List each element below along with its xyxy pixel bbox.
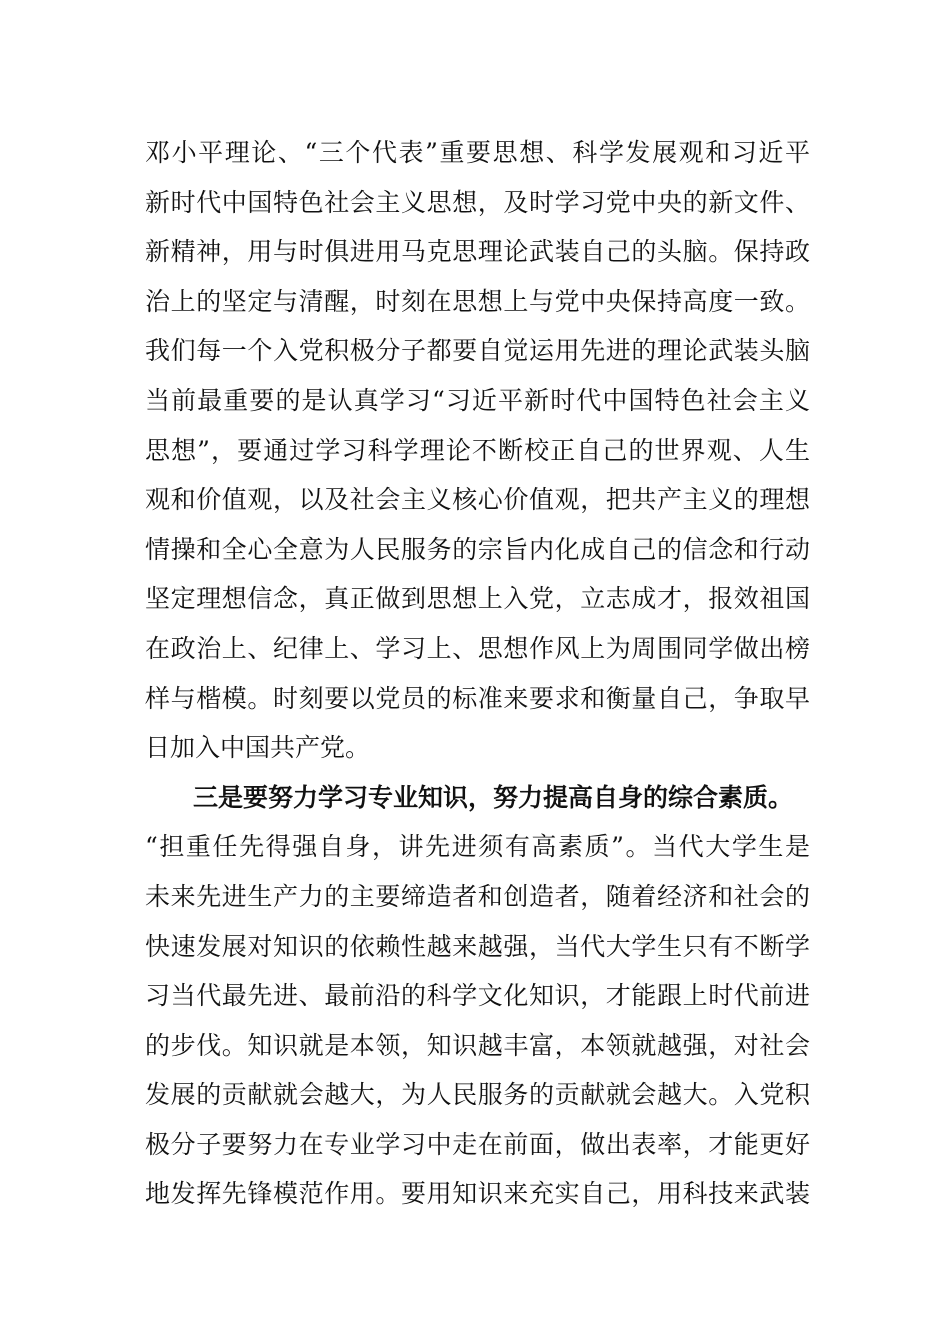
text-line: 新精神，用与时俱进用马克思理论武装自己的头脑。保持政 [145, 237, 810, 267]
body-text [145, 128, 810, 1219]
text-line: 日加入中国共产党。 [145, 733, 371, 763]
text-line: 习当代最先进、最前沿的科学文化知识，才能跟上时代前进 [145, 981, 810, 1011]
text-line: 观和价值观，以及社会主义核心价值观，把共产主义的理想 [145, 485, 810, 515]
text-line: 快速发展对知识的依赖性越来越强，当代大学生只有不断学 [145, 931, 810, 961]
text-line: 思想”，要通过学习科学理论不断校正自己的世界观、人生 [145, 435, 810, 465]
text-line: 邓小平理论、“三个代表”重要思想、科学发展观和习近平 [145, 138, 810, 167]
text-line: 治上的坚定与清醒，时刻在思想上与党中央保持高度一致。 [145, 286, 810, 316]
text-line: 的步伐。知识就是本领，知识越丰富，本领就越强，对社会 [145, 1030, 810, 1060]
text-line: 我们每一个入党积极分子都要自觉运用先进的理论武装头脑 [145, 336, 810, 366]
section-heading: 三是要努力学习专业知识，努力提高自身的综合素质。 [193, 782, 794, 812]
text-line: 坚定理想信念，真正做到思想上入党，立志成才，报效祖国 [145, 584, 810, 614]
section-3 [145, 773, 810, 1219]
text-line: 情操和全心全意为人民服务的宗旨内化成自己的信念和行动 [145, 534, 810, 564]
text-line: 样与楷模。时刻要以党员的标准来要求和衡量自己，争取早 [145, 683, 810, 713]
text-line: 未来先进生产力的主要缔造者和创造者，随着经济和社会的 [145, 881, 810, 911]
text-line: 在政治上、纪律上、学习上、思想作风上为周围同学做出榜 [145, 633, 810, 663]
text-line: “担重任先得强自身，讲先进须有高素质”。当代大学生是 [145, 832, 810, 862]
text-line: 极分子要努力在专业学习中走在前面，做出表率，才能更好 [145, 1129, 810, 1159]
text-line: 当前最重要的是认真学习“习近平新时代中国特色社会主义 [145, 385, 810, 415]
text-line: 发展的贡献就会越大，为人民服务的贡献就会越大。入党积 [145, 1080, 810, 1110]
paragraph-1 [145, 128, 810, 773]
text-line: 新时代中国特色社会主义思想，及时学习党中央的新文件、 [145, 187, 810, 217]
text-line: 地发挥先锋模范作用。要用知识来充实自己，用科技来武装 [145, 1179, 810, 1209]
